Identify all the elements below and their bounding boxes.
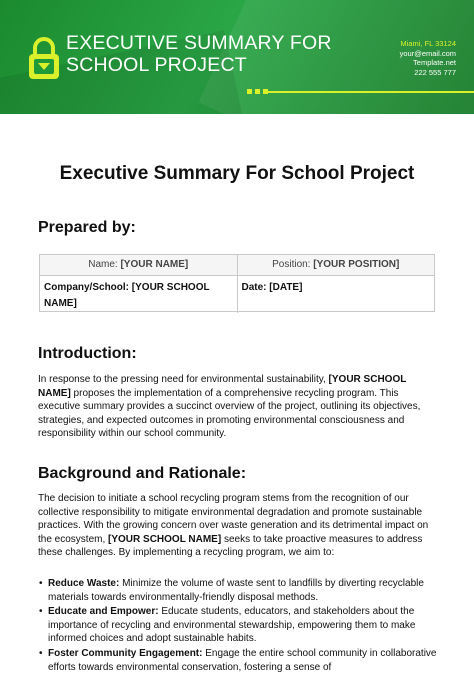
objectives-list (38, 577, 448, 675)
contact-city: Miami, FL 33124 (400, 39, 456, 48)
background-paragraph (38, 492, 438, 560)
position-value: [YOUR POSITION] (313, 259, 400, 270)
bullet-text: Engage the entire school community in collaborative efforts towards environmental conservation, fostering a sense of (48, 647, 437, 673)
background-text-start: The decision to initiate a school recycling program stems from the recognition of our collective responsibility to mitigate environmental degradation and promote sustainable practices. With the growing concern over waste generation and its detrimental impact on the ecosystem, (38, 493, 429, 545)
intro-text-start: In response to the pressing need for environmental sustainability, (38, 374, 329, 385)
accent-line (266, 91, 474, 93)
name-label: Name: (88, 259, 118, 270)
bullet-text: Minimize the volume of waste sent to landfills by diverting recyclable materials towards environmentally-friendly disposal methods. (48, 578, 424, 603)
contact-phone: 222 555 777 (414, 67, 456, 77)
list-item (48, 577, 448, 604)
header-title: EXECUTIVE SUMMARY FOR SCHOOL PROJECT (66, 32, 332, 76)
list-item (48, 605, 448, 646)
company-value: [YOUR SCHOOL NAME] (44, 282, 210, 309)
contact-website[interactable]: Template.net (413, 58, 456, 67)
company-cell (40, 276, 238, 313)
position-label: Position: (272, 259, 311, 270)
date-value: [DATE] (269, 282, 303, 293)
position-cell (238, 255, 435, 275)
bullet-title: Foster Community Engagement: (48, 647, 203, 659)
table-row (40, 255, 434, 276)
prepared-by-heading: Prepared by: (38, 219, 136, 236)
list-item (48, 647, 448, 674)
date-label: Date: (241, 282, 267, 293)
company-label: Company/School: (44, 282, 130, 293)
background-school-name: [YOUR SCHOOL NAME] (108, 533, 222, 545)
contact-email[interactable]: your@email.com (399, 48, 456, 58)
name-cell (40, 255, 238, 275)
contact-block (400, 39, 456, 77)
background-heading: Background and Rationale: (38, 465, 247, 482)
bullet-text: Educate students, educators, and stakeholders about the importance of recycling and environmental stewardship, empowering them to make informed choices and adopt sustainable habits. (48, 606, 416, 645)
table-row (40, 276, 434, 313)
date-cell (238, 276, 435, 313)
document-title: Executive Summary For School Project (59, 163, 415, 184)
header-banner (0, 0, 474, 114)
introduction-paragraph (38, 373, 438, 441)
lock-shield-icon (27, 37, 61, 81)
accent-dots (247, 89, 268, 94)
name-value: [YOUR NAME] (120, 259, 189, 270)
background-text-end: seeks to take proactive measures to address these challenges. By implementing a recycling program, we aim to: (38, 533, 423, 559)
intro-school-name: [YOUR SCHOOL NAME] (38, 374, 407, 399)
prepared-by-table (39, 254, 435, 312)
introduction-heading: Introduction: (38, 345, 137, 362)
intro-text-end: proposes the implementation of a comprehensive recycling program. This executive summary provides a succinct overview of the project, outlining its objectives, strategies, and expected outcomes in promoting environmental consciousness and responsibility within our school community. (38, 387, 421, 440)
bullet-title: Reduce Waste: (48, 578, 120, 589)
bullet-title: Educate and Empower: (48, 606, 159, 618)
